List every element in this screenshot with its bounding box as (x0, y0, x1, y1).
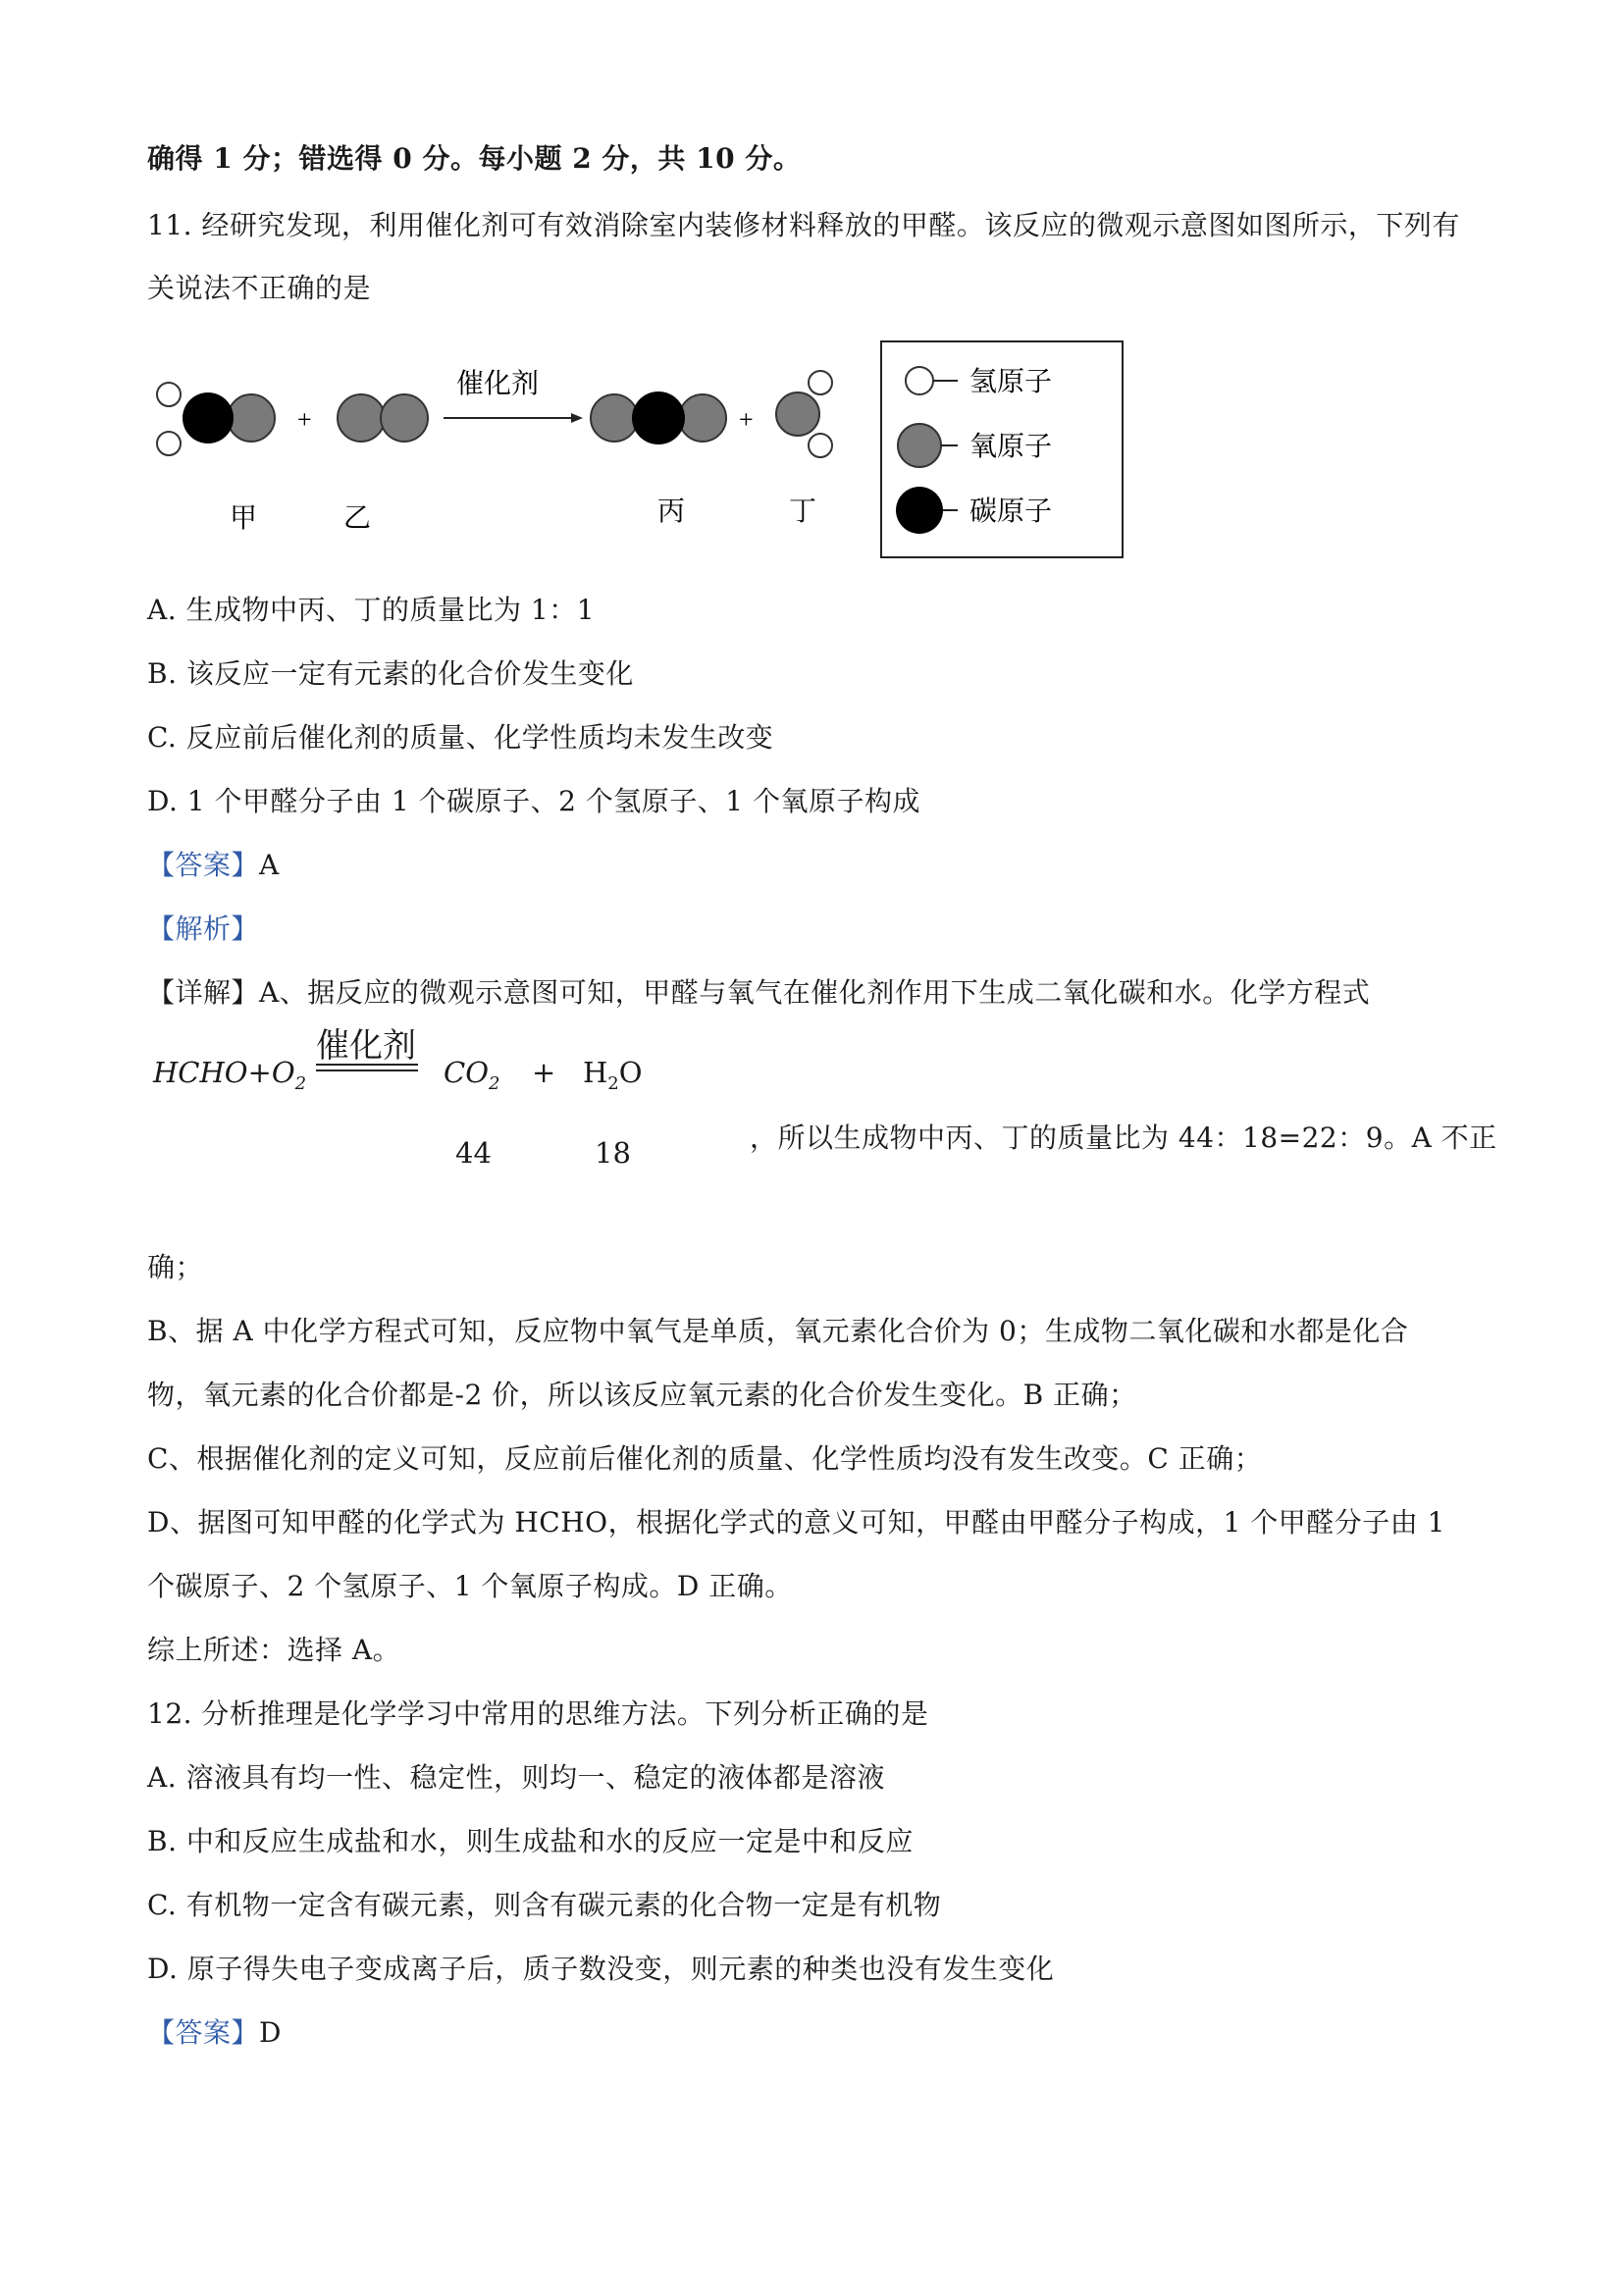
answer-value: D (259, 2016, 282, 2049)
chemical-equation (147, 1020, 1521, 1187)
catalyst-label: 催化剂 (456, 367, 540, 399)
equation-bar-bottom (316, 1070, 418, 1071)
detail-tag: 【详解】 (147, 976, 260, 1009)
oxygen-atom (381, 394, 428, 442)
scoring-note: 确得 1 分；错选得 0 分。每小题 2 分，共 10 分。 (147, 142, 802, 175)
q11-option-b: B. 该反应一定有元素的化合价发生变化 (147, 657, 634, 690)
analysis-tag: 【解析】 (147, 913, 260, 945)
explain-c-line-1: C、根据催化剂的定义可知，反应前后催化剂的质量、化学性质均没有发生改变。C 正确； (147, 1442, 1263, 1475)
q12-option-d: D. 原子得失电子变成离子后，质子数没变，则元素的种类也没有发生变化 (147, 1953, 1055, 1985)
answer-tag: 【答案】 (147, 2016, 260, 2049)
oxygen-atom (591, 394, 638, 442)
equation-bar-top (316, 1064, 418, 1066)
explain-b-line-2: 物，氧元素的化合价都是-2 价，所以该反应氧元素的化合价发生变化。B 正确； (147, 1379, 1137, 1411)
q12-option-a: A. 溶液具有均一性、稳定性，则均一、稳定的液体都是溶液 (147, 1761, 886, 1794)
oxygen-atom (338, 394, 385, 442)
detail-line-3: 确； (147, 1251, 204, 1283)
legend-carbon: 碳原子 (969, 495, 1053, 527)
molecule-ding (776, 371, 832, 457)
q11-option-a: A. 生成物中丙、丁的质量比为 1：1 (147, 594, 596, 626)
label-jia: 甲 (230, 501, 258, 534)
co2-subscript: 2 (488, 1072, 500, 1094)
molecule-yi (338, 394, 428, 442)
molecule-bing (591, 391, 726, 444)
h2o-tail: O (618, 1056, 643, 1089)
q12-answer (147, 2011, 282, 2051)
explain-d-line-1: D、据图可知甲醛的化学式为 HCHO，根据化学式的意义可知，甲醛由甲醛分子构成，1 个甲醛分子由 1 (147, 1506, 1445, 1539)
answer-value: A (259, 849, 280, 881)
equation-catalyst: 催化剂 (316, 1026, 416, 1066)
equation-reactants (153, 1056, 306, 1094)
h2o-text: H (583, 1056, 608, 1089)
plus-sign: + (739, 405, 754, 434)
q12-stem: 12. 分析推理是化学学习中常用的思维方法。下列分析正确的是 (147, 1697, 929, 1730)
equation-plus: + (532, 1056, 556, 1089)
arrow-head-icon (571, 413, 583, 423)
detail-line-1 (147, 971, 1370, 1011)
equation-co2 (444, 1056, 499, 1094)
hydrogen-atom (157, 383, 181, 406)
reactants-text: HCHO+O (153, 1056, 295, 1089)
label-bing: 丙 (657, 495, 686, 527)
detail-text: A、据反应的微观示意图可知，甲醛与氧气在催化剂作用下生成二氧化碳和水。化学方程式 (259, 976, 1371, 1009)
oxygen-atom (228, 394, 275, 442)
legend-oxygen: 氧原子 (969, 430, 1053, 462)
q11-option-c: C. 反应前后催化剂的质量、化学性质均未发生改变 (147, 721, 774, 754)
hydrogen-atom (809, 434, 832, 457)
oxygen-atom (679, 394, 726, 442)
hydrogen-atom (157, 432, 181, 455)
summary-line: 综上所述：选择 A。 (147, 1634, 401, 1666)
hydrogen-atom (809, 371, 832, 394)
co2-text: CO (444, 1056, 489, 1089)
label-ding: 丁 (789, 495, 817, 527)
q12-option-c: C. 有机物一定含有碳元素，则含有碳元素的化合物一定是有机物 (147, 1889, 942, 1921)
explain-b-line-1: B、据 A 中化学方程式可知，反应物中氧气是单质，氧元素化合价为 0；生成物二氧化碳和水都是化合 (147, 1315, 1409, 1347)
explain-d-line-2: 个碳原子、2 个氢原子、1 个氧原子构成。D 正确。 (147, 1570, 793, 1602)
equation-h2o (583, 1056, 643, 1094)
hydrogen-legend-icon (906, 367, 933, 394)
legend-box (881, 341, 1123, 557)
oxygen-atom (776, 392, 819, 436)
answer-tag: 【答案】 (147, 849, 260, 881)
label-yi: 乙 (343, 501, 372, 534)
oxygen-legend-icon (898, 424, 941, 467)
detail-line-2: ，所以生成物中丙、丁的质量比为 44：18=22：9。A 不正 (750, 1122, 1497, 1154)
carbon-atom (183, 392, 234, 444)
carbon-legend-icon (896, 487, 943, 534)
q11-stem-line-2: 关说法不正确的是 (147, 272, 372, 304)
mass-co2: 44 (455, 1136, 492, 1170)
plus-sign: + (297, 405, 312, 434)
q12-option-b: B. 中和反应生成盐和水，则生成盐和水的反应一定是中和反应 (147, 1825, 914, 1857)
q11-option-d: D. 1 个甲醛分子由 1 个碳原子、2 个氢原子、1 个氧原子构成 (147, 785, 921, 817)
carbon-atom (632, 391, 685, 444)
reaction-diagram (147, 324, 1138, 564)
h2o-subscript: 2 (607, 1072, 619, 1094)
molecule-jia (157, 383, 275, 455)
legend-hydrogen: 氢原子 (969, 365, 1053, 397)
q11-answer (147, 844, 280, 883)
o2-subscript: 2 (294, 1072, 307, 1094)
q11-stem-line-1: 11. 经研究发现，利用催化剂可有效消除室内装修材料释放的甲醛。该反应的微观示意图如图所示，下列有 (147, 209, 1460, 241)
mass-h2o: 18 (595, 1136, 631, 1170)
